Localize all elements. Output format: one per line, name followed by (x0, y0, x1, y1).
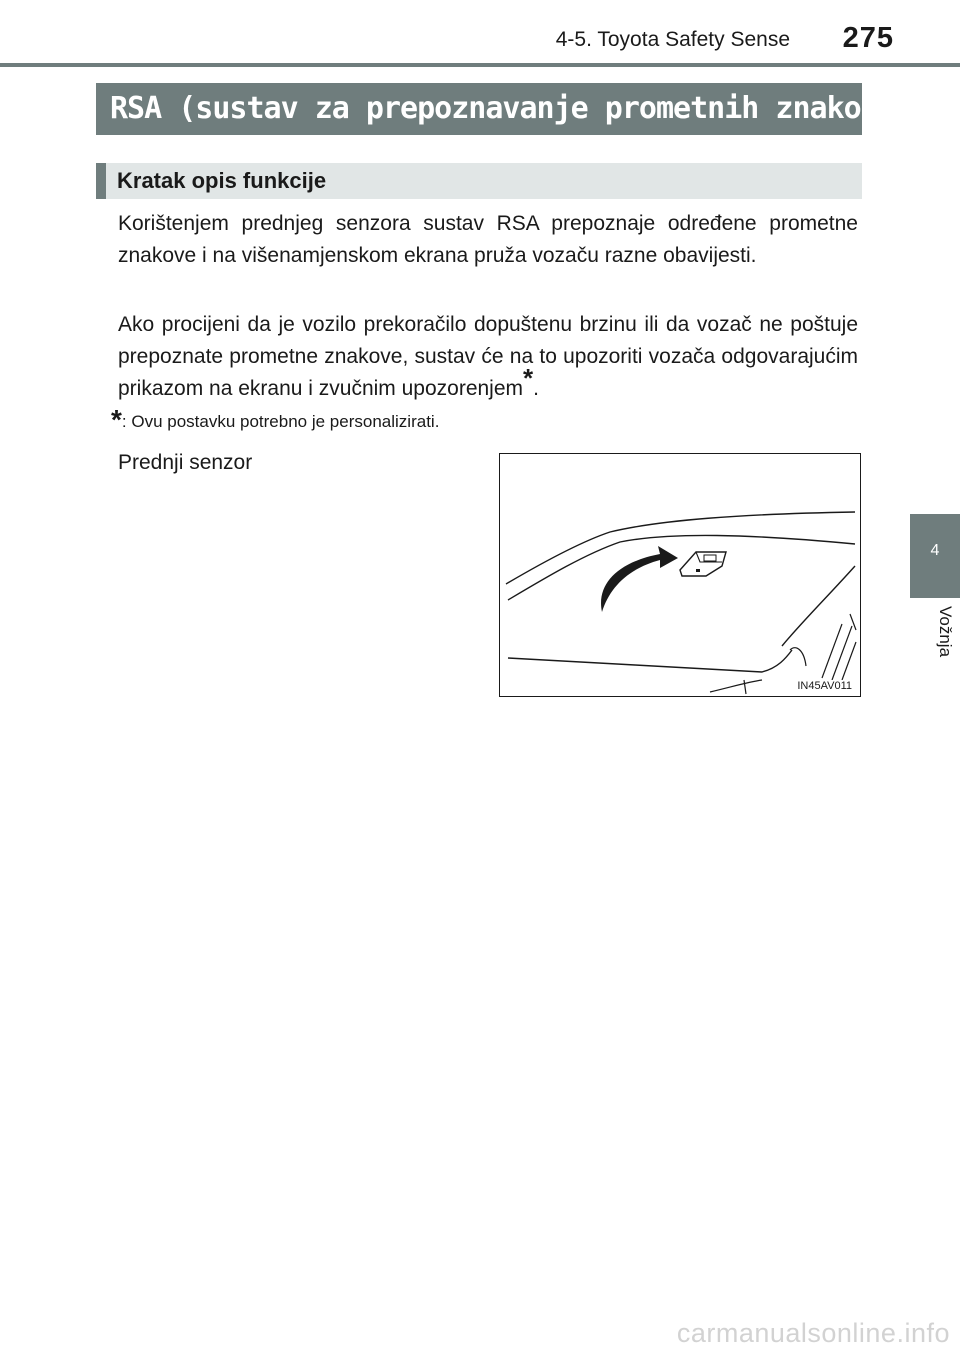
figure-code: IN45AV011 (797, 680, 852, 692)
header-rule (0, 63, 960, 67)
paragraph-1-text: Korištenjem prednjeg senzora sustav RSA prepoznaje određene prometne znakove i na višenamjenskom ekrana pruža vozaču razne obavijesti. (118, 212, 858, 267)
paragraph-warning (118, 309, 858, 405)
paragraph-2-text: Ako procijeni da je vozilo prekoračilo dopuštenu brzinu ili da vozač ne poštuje prepoznate prometne znakove, sustav će na to upozoriti vozača odgovarajućim prikazom na ekranu i zvučnim upozorenjem (118, 313, 858, 400)
figure-caption: Prednji senzor (118, 451, 253, 474)
footnote-marker: * (523, 363, 534, 393)
running-header-section: 4-5. Toyota Safety Sense (555, 28, 790, 51)
chapter-tab[interactable] (910, 514, 960, 598)
footnote-star: * (111, 404, 122, 435)
windshield-drawing (500, 454, 859, 695)
door-line-2 (832, 626, 852, 680)
chapter-label: Vožnja (936, 606, 955, 658)
subheading: Kratak opis funkcije (96, 163, 862, 199)
footnote (111, 406, 851, 436)
paragraph-2-end: . (533, 377, 539, 400)
a-pillar-line (782, 566, 855, 646)
trim-mark (744, 680, 746, 694)
pointer-arrow (601, 546, 678, 612)
front-sensor-unit (680, 552, 726, 576)
watermark: carmanualsonline.info (676, 1318, 950, 1348)
front-sensor-illustration (499, 453, 861, 697)
section-title: RSA (sustav za prepoznavanje prometnih znakova) (96, 83, 862, 135)
lower-trim-line (710, 680, 762, 692)
dashboard-line (508, 650, 792, 672)
paragraph-description (118, 208, 858, 272)
page-number: 275 (842, 22, 894, 54)
door-line-1 (822, 624, 842, 678)
footnote-text: : Ovu postavku potrebno je personalizirati. (121, 412, 440, 431)
chapter-number: 4 (930, 542, 940, 559)
